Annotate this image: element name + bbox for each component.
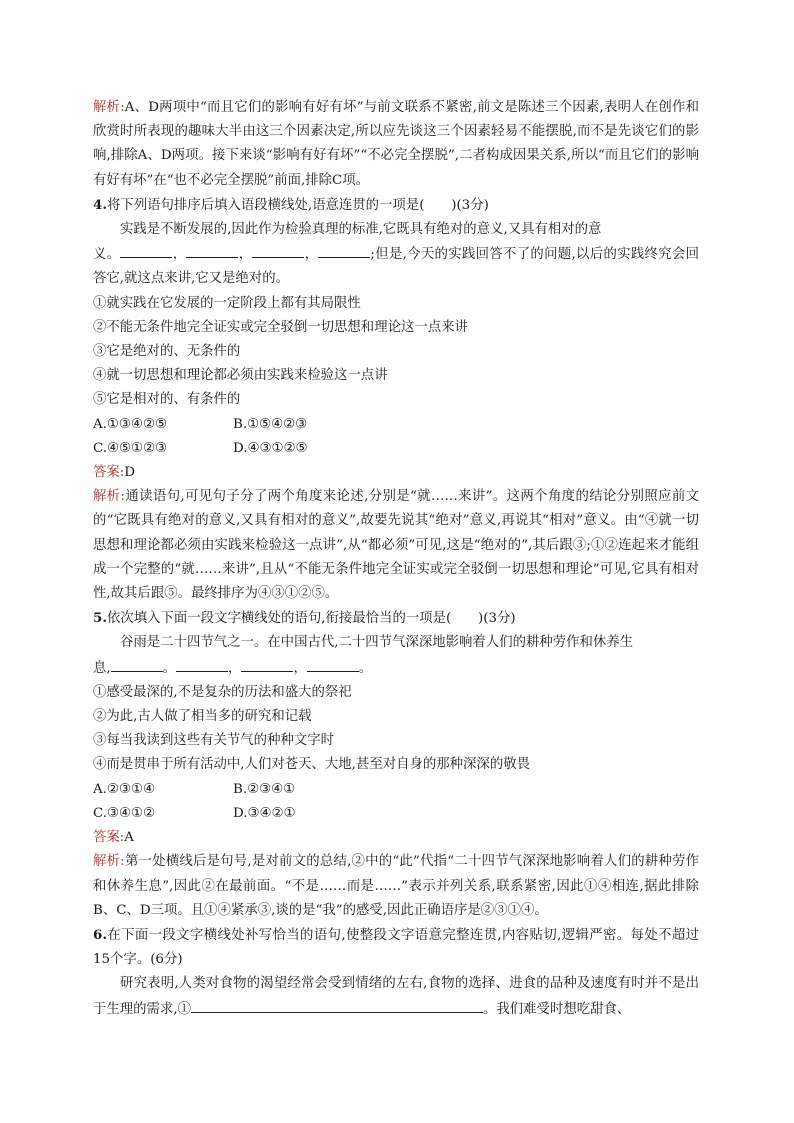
question-stem: 将下列语句排序后填入语段横线处,语意连贯的一项是( )(3分) — [106, 197, 489, 213]
answer-blank[interactable] — [252, 242, 304, 258]
question-number: 5. — [93, 610, 107, 627]
q4-item: ③它是绝对的、无条件的 — [93, 344, 241, 360]
answer-value: D — [124, 465, 136, 481]
period: 。 — [162, 660, 177, 676]
answer-blank[interactable] — [241, 656, 293, 672]
q4-item: ④就一切思想和理论都必须由实践来检验这一点讲 — [93, 368, 388, 384]
q5-answer — [93, 826, 699, 850]
q4-item: ①就实践在它发展的一定阶段上都有其局限性 — [93, 295, 361, 311]
passage-text: 义。 — [93, 247, 121, 263]
q5-stem — [93, 606, 699, 631]
passage-text: 。我们难受时想吃甜食、 — [483, 1001, 631, 1017]
q4-passage-line2 — [93, 242, 699, 291]
comma: ， — [172, 247, 187, 263]
comma: ， — [293, 660, 307, 676]
q5-options-row2 — [93, 802, 699, 826]
option-d[interactable]: D.③④②① — [233, 805, 296, 821]
analysis-label: 解析: — [93, 489, 126, 505]
q4-item: ②不能无条件地完全证实或完全驳倒一切思想和理论这一点来讲 — [93, 319, 468, 335]
answer-blank[interactable] — [307, 656, 359, 672]
blank-marker: ① — [177, 1001, 191, 1017]
option-b[interactable]: B.①⑤④②③ — [233, 416, 308, 432]
answer-blank[interactable] — [186, 242, 238, 258]
q5-item: ③每当我读到这些有关节气的种种文字时 — [93, 733, 335, 749]
q4-options-row1 — [93, 413, 699, 437]
q4-analysis — [93, 485, 699, 606]
analysis-text: A、D两项中“而且它们的影响有好有坏”与前文联系不紧密,前文是陈述三个因素,表明人在创作和欣赏时所表现的趣味大半由这三个因素决定,所以应先谈这三个因素轻易不能摆脱,而不是先谈它们的影响,排除A、D两项。接下来谈“影响有好有坏”“不必完全摆脱”,二者构成因果关系,所以“而且它们的影响有好有坏”在“也不必完全摆脱”前面,排除C项。 — [93, 100, 700, 188]
q5-item: ④而是贯串于所有活动中,人们对苍天、大地,甚至对自身的那种深深的敬畏 — [93, 757, 531, 773]
answer-label: 答案: — [93, 830, 125, 846]
q5-passage-line1: 谷雨是二十四节气之一。在中国古代,二十四节气深深地影响着人们的耕种劳作和休养生 — [120, 635, 634, 651]
analysis-label: 解析: — [93, 100, 125, 115]
answer-blank[interactable] — [120, 242, 172, 258]
q4-stem — [93, 193, 699, 218]
q5-analysis — [93, 850, 699, 923]
q3-analysis — [93, 96, 699, 193]
document-page — [93, 96, 699, 1022]
analysis-label: 解析: — [93, 854, 125, 870]
answer-blank[interactable] — [176, 656, 228, 672]
question-stem: 在下面一段文字横线处补写恰当的语句,使整段文字语意完整连贯,内容贴切,逻辑严密。每处不超过15个字。(6分) — [93, 927, 699, 968]
q5-passage-line2 — [93, 656, 699, 681]
option-d[interactable]: D.④③①②⑤ — [233, 440, 308, 456]
passage-text: 研究表明,人类对食物的渴望经常会受到情绪的左右,食物的选择、进食的品种及速度有时并不是出于生理的需求, — [93, 976, 699, 1017]
q4-options-row2 — [93, 437, 699, 461]
q5-options-row1 — [93, 778, 699, 802]
option-b[interactable]: B.②③④① — [233, 781, 296, 797]
answer-blank[interactable] — [318, 242, 370, 258]
q6-stem — [93, 923, 699, 972]
question-number: 6. — [93, 926, 107, 943]
q4-item: ⑤它是相对的、有条件的 — [93, 392, 241, 408]
analysis-text: 通读语句,可见句子分了两个角度来论述,分别是“就……来讲”。这两个角度的结论分别照应前文的“它既具有绝对的意义,又具有相对的意义”,故要先说其“绝对”意义,再说其“相对”意义。由“④就一切思想和理论都必须由实践来检验这一点讲”,从“都必须”可见,这是“绝对的”,其后跟③;①②连起来才能组成一个完整的“就……来讲”,且从“不能无条件地完全证实或完全驳倒一切思想和理论”可见,它具有相对性,故其后跟⑤。最终排序为④③①②⑤。 — [93, 489, 699, 602]
answer-blank[interactable] — [111, 656, 163, 672]
answer-label: 答案: — [93, 465, 125, 481]
analysis-text: 第一处横线后是句号,是对前文的总结,②中的“此”代指“二十四节气深深地影响着人们的耕种劳作和休养生息”,因此②在最前面。“不是……而是……”表示并列关系,联系紧密,因此①④相连,据此排除B、C、D三项。且①④紧承③,谈的是“我”的感受,因此正确语序是②③①④。 — [93, 854, 699, 918]
q4-passage-line1: 实践是不断发展的,因此作为检验真理的标准,它既具有绝对的意义,又具有相对的意 — [120, 222, 602, 238]
passage-text: ;但是,今天的实践回答不了的问题,以后的实践终究会回答它,就这点来讲,它又是绝对的。 — [93, 247, 699, 287]
answer-value: A — [124, 830, 134, 846]
comma: ， — [304, 247, 319, 263]
option-a[interactable]: A.②③①④ — [93, 781, 155, 797]
comma: ， — [228, 660, 242, 676]
period: 。 — [358, 660, 373, 676]
comma: ， — [238, 247, 253, 263]
option-c[interactable]: C.④⑤①②③ — [93, 440, 168, 456]
q6-passage — [93, 972, 699, 1021]
q4-answer — [93, 461, 699, 485]
passage-text: 息, — [93, 660, 111, 676]
option-c[interactable]: C.③④①② — [93, 805, 156, 821]
option-a[interactable]: A.①③④②⑤ — [93, 416, 167, 432]
question-number: 4. — [93, 196, 107, 213]
answer-blank[interactable] — [191, 997, 483, 1013]
q5-item: ②为此,古人做了相当多的研究和记载 — [93, 709, 312, 725]
q5-item: ①感受最深的,不是复杂的历法和盛大的祭祀 — [93, 684, 352, 700]
question-stem: 依次填入下面一段文字横线处的语句,衔接最恰当的一项是( )(3分) — [106, 611, 516, 627]
